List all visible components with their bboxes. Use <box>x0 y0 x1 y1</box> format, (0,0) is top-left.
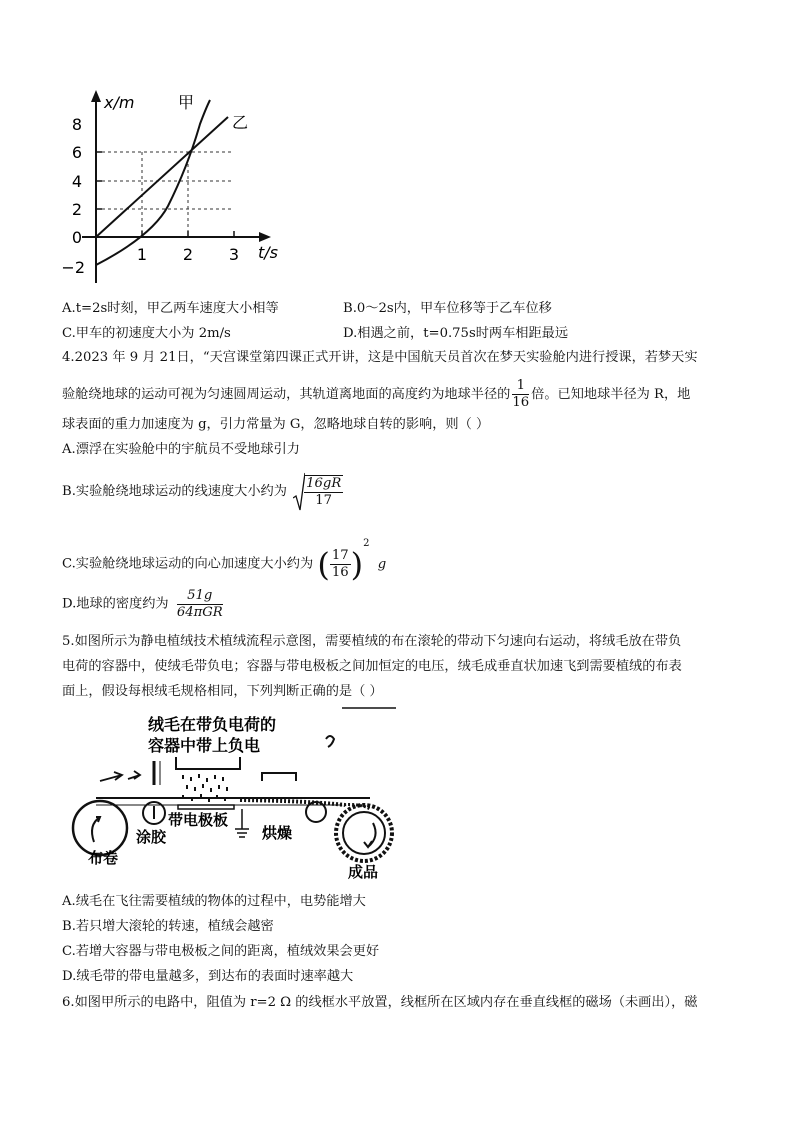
q4-option-c-variable: g <box>377 556 387 572</box>
q4-option-d-text: D.地球的密度约为 <box>62 596 169 612</box>
q4-line-3: 球表面的重力加速度为 g，引力常量为 G，忽略地球自转的影响，则（ ） <box>62 417 490 432</box>
q4-option-b <box>62 472 343 512</box>
cloth-roll <box>73 801 127 855</box>
q4-option-b-text: B.实验舱绕地球运动的线速度大小约为 <box>62 484 287 499</box>
q5-option-d: D.绒毛带的带电量越多，到达布的表面时速率越大 <box>62 969 354 984</box>
q4-line-2 <box>62 378 690 411</box>
q4-height-fraction: $\frac{1}{16}$ <box>512 378 530 410</box>
label-product: 成品 <box>348 863 379 881</box>
q4-option-c <box>62 534 387 584</box>
y-axis-arrow <box>91 90 101 102</box>
q3-option-b: B.0～2s内，甲车位移等于乙车位移 <box>343 301 552 316</box>
y-tick-neg2: −2 <box>61 258 85 277</box>
x-t-graph <box>60 88 290 290</box>
x-tick-2: 2 <box>182 245 194 264</box>
x-tick-1: 1 <box>136 245 148 264</box>
flock-container <box>176 757 240 769</box>
y-tick-4: 4 <box>71 172 82 191</box>
curve-yi-label: 乙 <box>232 113 249 132</box>
q4-line-2-pre: 验舱绕地球的运动可视为匀速圆周运动，其轨道离地面的高度约为地球半径的 <box>62 387 511 402</box>
q5-line-1: 5.如图所示为静电植绒技术植绒流程示意图，需要植绒的布在滚轮的带动下匀速向右运动，将绒毛放在带负 <box>62 634 682 649</box>
left-paren: ( <box>317 545 330 584</box>
y-tick-8: 8 <box>71 115 82 134</box>
q5-option-c: C.若增大容器与带电极板之间的距离，植绒效果会更好 <box>62 944 380 959</box>
curve-yi <box>96 117 228 237</box>
q4-option-d-fraction: $\frac{51g}{\text{64πGR}}$ <box>176 588 223 620</box>
product-roll <box>336 805 392 861</box>
q4-option-a: A.漂浮在实验舱中的宇航员不受地球引力 <box>62 442 300 457</box>
q6-line-1: 6.如图甲所示的电路中，阻值为 r=2 Ω 的线框水平放置，线框所在区域内存在垂直线框的磁场（未画出），磁 <box>62 995 698 1010</box>
q4-option-c-exponent: 2 <box>363 538 370 549</box>
q5-line-3: 面上，假设每根绒毛规格相同，下列判断正确的是（ ） <box>62 684 383 699</box>
y-axis-label: x/m <box>104 93 135 112</box>
label-dryer: 烘燥 <box>262 824 293 842</box>
q3-option-c: C.甲车的初速度大小为 2m/s <box>62 326 231 341</box>
x-axis-label: t/s <box>258 243 278 262</box>
electrode-plate <box>178 805 234 809</box>
x-tick-3: 3 <box>228 245 240 264</box>
label-glue: 涂胶 <box>136 828 167 846</box>
q3-option-a: A.t=2s时刻，甲乙两车速度大小相等 <box>62 301 279 316</box>
right-paren: ) <box>350 545 364 584</box>
q5-option-b: B.若只增大滚轮的转速，植绒会越密 <box>62 919 274 934</box>
q5-line-2: 电荷的容器中，使绒毛带负电；容器与带电极板之间加恒定的电压，绒毛成垂直状加速飞到需要植绒的布表 <box>62 659 682 674</box>
y-tick-0: 0 <box>71 228 82 247</box>
dryer-box <box>262 773 296 781</box>
q4-option-d <box>62 588 223 621</box>
q5-option-a: A.绒毛在飞往需要植绒的物体的过程中，电势能增大 <box>62 894 366 909</box>
q3-option-d: D.相遇之前，t=0.75s时两车相距最远 <box>343 326 569 341</box>
curve-jia-label: 甲 <box>178 93 195 112</box>
label-electrode-plate: 带电极板 <box>168 811 229 829</box>
y-tick-2: 2 <box>71 200 82 219</box>
q4-line-2-post: 倍。已知地球半径为 R，地 <box>531 387 691 402</box>
curve-jia <box>96 100 210 265</box>
x-axis-arrow <box>259 232 271 242</box>
q4-option-b-fraction: $\frac{16gR}{17}$ <box>306 476 342 508</box>
q4-option-c-text: C.实验舱绕地球运动的向心加速度大小约为 <box>62 556 314 572</box>
y-tick-6: 6 <box>71 143 82 162</box>
label-cloth-roll: 布卷 <box>88 849 119 867</box>
container-label-2: 容器中带上负电 <box>148 736 261 755</box>
q4-option-c-fraction: $\frac{17}{16}$ <box>331 548 349 580</box>
flocking-diagram <box>70 705 400 883</box>
q4-line-1: 4.2023 年 9 月 21日，“天宫课堂第四课正式开讲，这是中国航天员首次在梦天实验舱内进行授课，若梦天实 <box>62 350 698 365</box>
container-label-1: 绒毛在带负电荷的 <box>148 715 277 734</box>
